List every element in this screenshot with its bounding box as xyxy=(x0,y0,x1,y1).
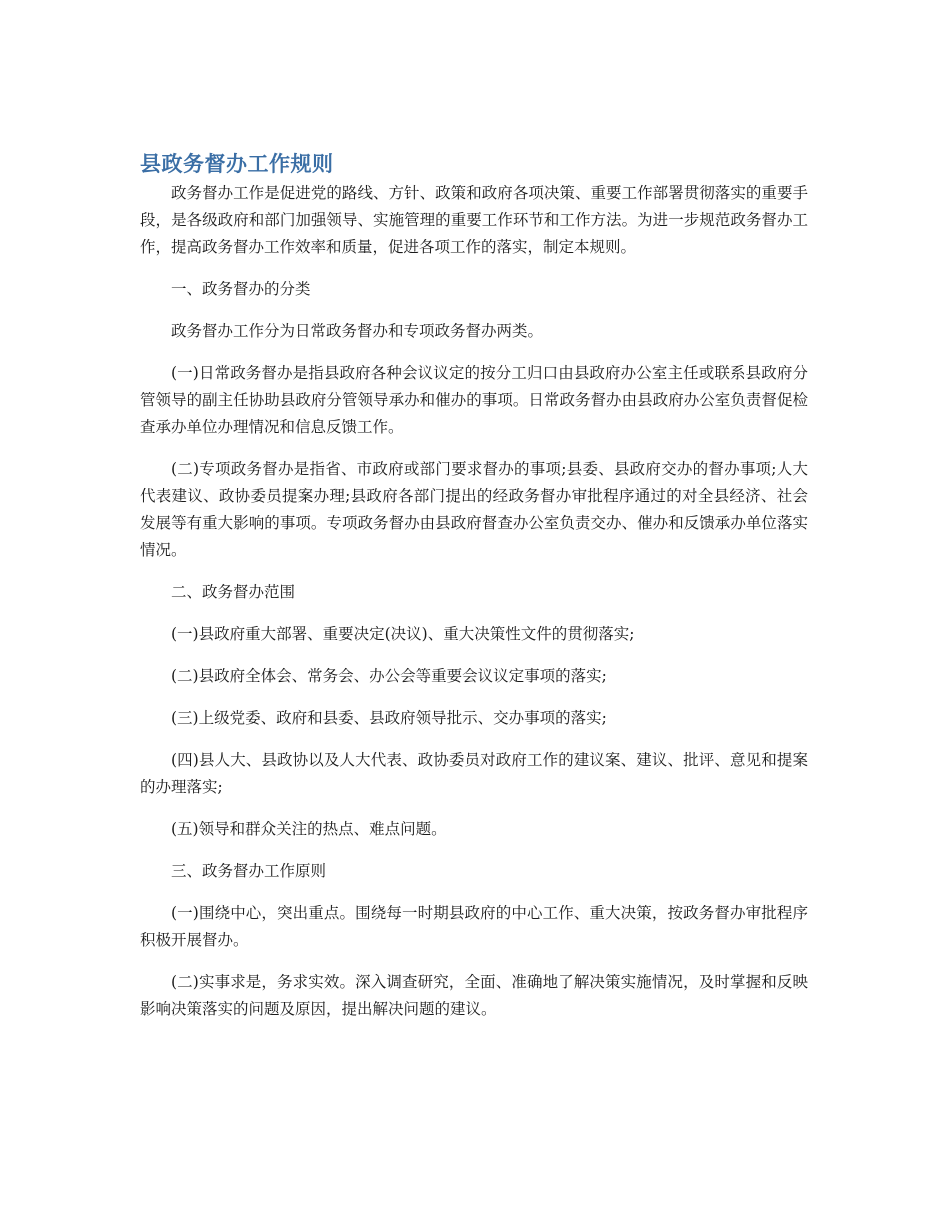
body-paragraph: (二)实事求是，务求实效。深入调查研究，全面、准确地了解决策实施情况，及时掌握和反映影响决策落实的问题及原因，提出解决问题的建议。 xyxy=(140,973,808,1018)
list-item: (一)县政府重大部署、重要决定(决议)、重大决策性文件的贯彻落实; xyxy=(171,625,635,643)
document-page xyxy=(140,150,808,1038)
list-item: (三)上级党委、政府和县委、县政府领导批示、交办事项的落实; xyxy=(171,709,607,727)
body-paragraph: 政务督办工作分为日常政务督办和专项政务督办两类。 xyxy=(171,322,544,340)
section-heading-2: 二、政务督办范围 xyxy=(171,583,296,601)
intro-paragraph: 政务督办工作是促进党的路线、方针、政策和政府各项决策、重要工作部署贯彻落实的重要手段，是各级政府和部门加强领导、实施管理的重要工作环节和工作方法。为进一步规范政务督办工作，提高政务督办工作效率和质量，促进各项工作的落实，制定本规则。 xyxy=(140,184,808,256)
section-heading-1: 一、政务督办的分类 xyxy=(171,280,311,298)
body-paragraph: (二)专项政务督办是指省、市政府或部门要求督办的事项;县委、县政府交办的督办事项;人大代表建议、政协委员提案办理;县政府各部门提出的经政务督办审批程序通过的对全县经济、社会发展等有重大影响的事项。专项政务督办由县政府督查办公室负责交办、催办和反馈承办单位落实情况。 xyxy=(140,460,808,559)
list-item: (二)县政府全体会、常务会、办公会等重要会议议定事项的落实; xyxy=(171,667,607,685)
body-paragraph: (一)日常政务督办是指县政府各种会议议定的按分工归口由县政府办公室主任或联系县政府分管领导的副主任协助县政府分管领导承办和催办的事项。日常政务督办由县政府办公室负责督促检查承办单位办理情况和信息反馈工作。 xyxy=(140,364,808,436)
list-item: (五)领导和群众关注的热点、难点问题。 xyxy=(171,820,447,838)
section-heading-3: 三、政务督办工作原则 xyxy=(171,862,327,880)
body-paragraph: (一)围绕中心，突出重点。围绕每一时期县政府的中心工作、重大决策，按政务督办审批程序积极开展督办。 xyxy=(140,904,808,949)
document-title: 县政务督办工作规则 xyxy=(140,152,334,176)
list-item: (四)县人大、县政协以及人大代表、政协委员对政府工作的建议案、建议、批评、意见和提案的办理落实; xyxy=(140,751,808,796)
